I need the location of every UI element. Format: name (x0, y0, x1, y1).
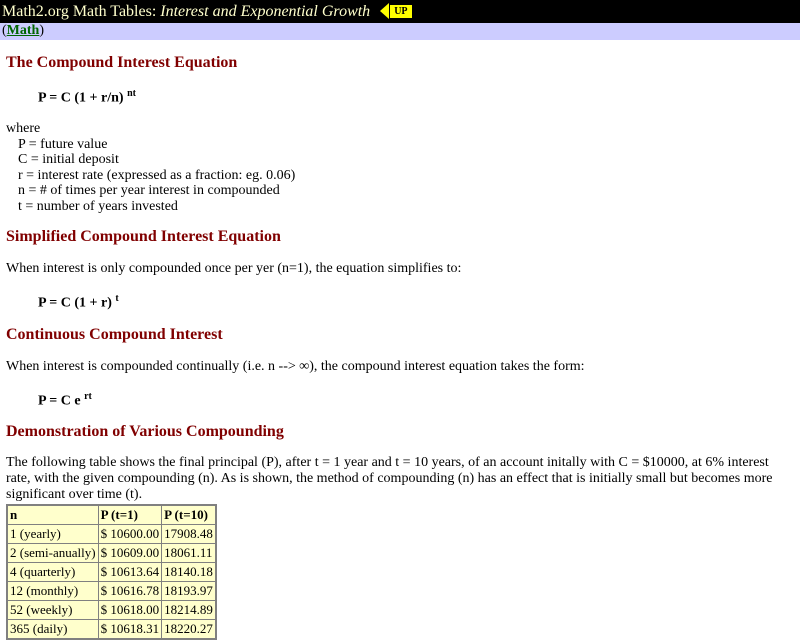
continuous-text-a: When interest is compounded continually (i.e. n --> (6, 358, 296, 374)
column-header: n (7, 505, 98, 525)
compounding-table (6, 504, 217, 640)
table-cell: 18061.11 (162, 544, 216, 563)
table-cell: 2 (semi-anually) (7, 544, 98, 563)
table-cell: $ 10609.00 (98, 544, 162, 563)
list-item: P = future value (18, 136, 108, 152)
table-row (7, 582, 216, 601)
breadcrumb (0, 23, 800, 40)
up-button[interactable] (380, 3, 412, 17)
demonstration-text: The following table shows the final principal (P), after t = 1 year and t = 10 years, of an account initally with C = $10000, at 6% interest rate, with the given compounding (n). As is shown, the method of compounding (n) has an effect that is initially small but becomes more significant over time (t). (6, 455, 773, 503)
simplified-text: When interest is only compounded once per yer (n=1), the equation simplifies to: (6, 261, 462, 277)
math-link[interactable]: Math (6, 23, 40, 38)
variable-list (6, 137, 794, 215)
continuous-equation (38, 389, 794, 410)
table-cell: 1 (yearly) (7, 525, 98, 544)
simplified-heading: Simplified Compound Interest Equation (6, 228, 281, 246)
equation-exponent: rt (84, 390, 92, 402)
table-cell: 365 (daily) (7, 620, 98, 640)
table-cell: 18220.27 (162, 620, 216, 640)
table-row (7, 620, 216, 640)
list-item: n = # of times per year interest in compounded (18, 183, 280, 199)
table-cell: 52 (weekly) (7, 601, 98, 620)
breadcrumb-close: ) (39, 23, 45, 38)
where-label: where (6, 120, 41, 136)
table-header-row (7, 505, 216, 525)
list-item: t = number of years invested (18, 198, 178, 214)
compound-interest-heading: The Compound Interest Equation (6, 54, 238, 71)
table-cell: 12 (monthly) (7, 582, 98, 601)
continuous-heading: Continuous Compound Interest (6, 325, 223, 343)
site-title: Math2.org Math Tables: (2, 3, 157, 20)
up-button-label: UP (389, 4, 412, 19)
table-row (7, 601, 216, 620)
table-cell: $ 10618.00 (98, 601, 162, 620)
equation-base: P = C (1 + r/n) (38, 90, 124, 106)
column-header: P (t=10) (162, 505, 216, 525)
equation-exponent: t (115, 293, 119, 305)
page-subtitle: Interest and Exponential Growth (160, 3, 371, 20)
table-cell: $ 10613.64 (98, 563, 162, 582)
table-row (7, 544, 216, 563)
table-cell: $ 10616.78 (98, 582, 162, 601)
page-header (0, 0, 800, 23)
equation-base: P = C (1 + r) (38, 295, 112, 311)
table-cell: $ 10618.31 (98, 620, 162, 640)
table-cell: 18140.18 (162, 563, 216, 582)
equation-exponent: nt (127, 88, 136, 99)
column-header: P (t=1) (98, 505, 162, 525)
table-cell: 18193.97 (162, 582, 216, 601)
infinity-symbol: ∞ (299, 358, 310, 374)
equation-base: P = C e (38, 393, 81, 409)
compound-interest-equation (38, 86, 794, 107)
table-cell: 18214.89 (162, 601, 216, 620)
simplified-equation (38, 291, 794, 312)
demonstration-heading: Demonstration of Various Compounding (6, 423, 284, 441)
table-cell: 17908.48 (162, 525, 216, 544)
table-cell: $ 10600.00 (98, 525, 162, 544)
continuous-text (6, 359, 794, 375)
list-item: r = interest rate (expressed as a fraction: eg. 0.06) (18, 167, 296, 183)
main-content (0, 54, 800, 640)
left-arrow-icon (380, 3, 389, 19)
continuous-text-b: ), the compound interest equation takes the form: (309, 358, 585, 374)
list-item: C = initial deposit (18, 152, 119, 168)
table-row (7, 525, 216, 544)
breadcrumb-open: ( (2, 23, 7, 38)
table-row (7, 563, 216, 582)
table-cell: 4 (quarterly) (7, 563, 98, 582)
